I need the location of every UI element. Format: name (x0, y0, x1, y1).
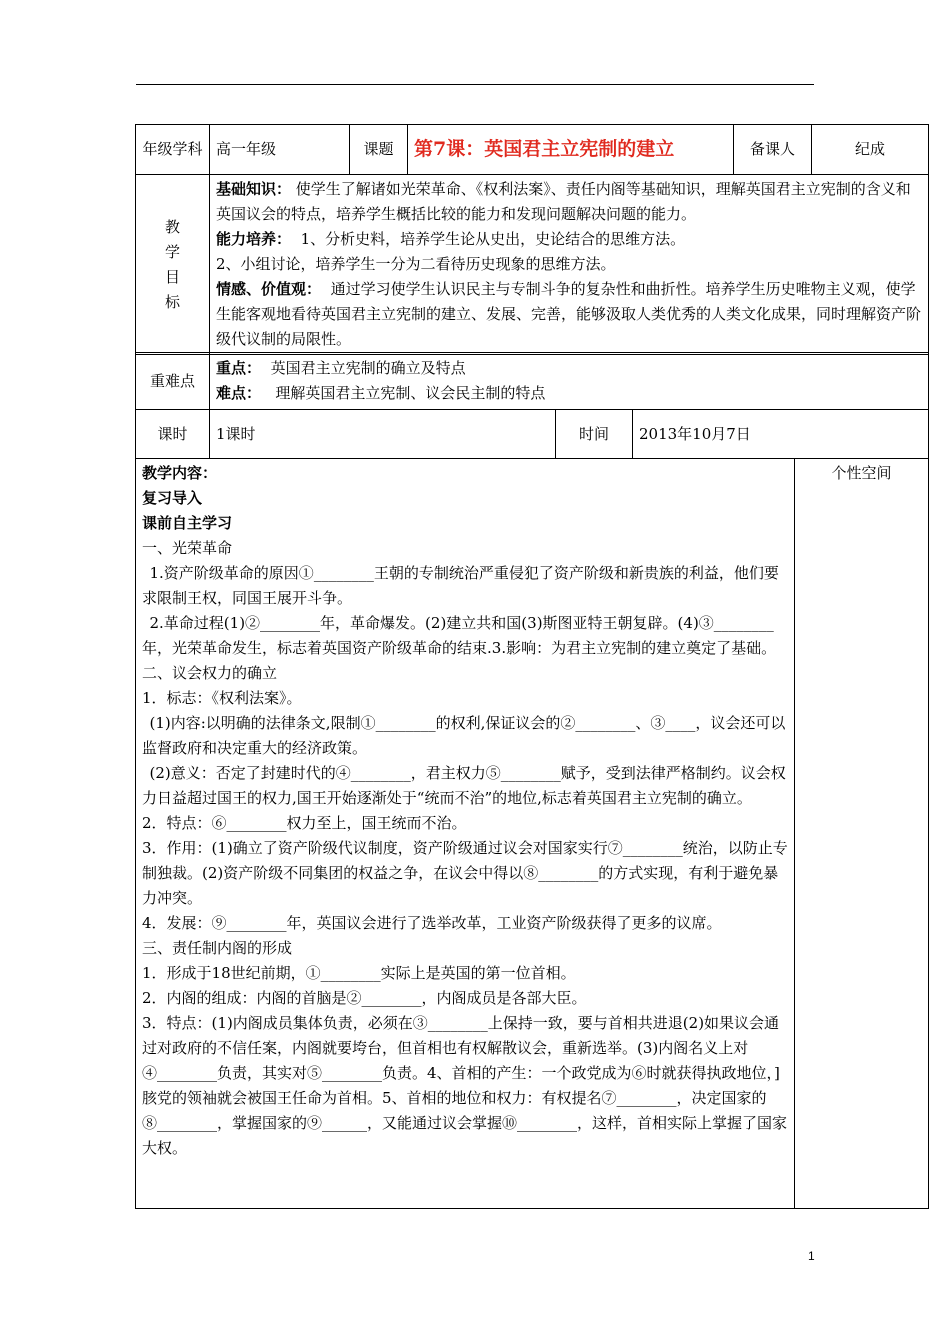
paragraph: 2．特点：⑥________权力至上，国王统而不治。 (142, 814, 467, 832)
objectives-label-char: 教 (164, 217, 180, 236)
ability (216, 227, 922, 252)
content-table (135, 458, 929, 1209)
header-rule (136, 84, 814, 85)
basic-knowledge (216, 177, 922, 227)
ability-2: 2、小组讨论，培养学生一分为二看待历史现象的思维方法。 (216, 255, 616, 273)
key-title: 重点： (216, 359, 262, 377)
time-label: 时间 (556, 410, 633, 459)
personal-space: 个性空间 (795, 459, 929, 1209)
time-value: 2013年10月7日 (633, 410, 929, 459)
ability-text: 1、分析史料，培养学生论从史出，史论结合的思维方法。 (300, 230, 686, 248)
page-number: 1 (808, 1249, 815, 1263)
preparer-value: 纪成 (812, 125, 929, 175)
objectives-label (136, 175, 210, 355)
preparer-label: 备课人 (734, 125, 812, 175)
heading-review: 复习导入 (142, 489, 203, 507)
difficult-title: 难点： (216, 384, 262, 402)
header-table (135, 124, 929, 175)
paragraph: 2.革命过程(1)②________年，革命爆发。(2)建立共和国(3)斯图亚特王朝复辟。(4)③________年，光荣革命发生，标志着英国资产阶级革命的结束.3.影响：为君主立宪制的建立奠定了基础。 (142, 614, 777, 657)
key-points-body (210, 353, 929, 410)
grade-value: 高一年级 (210, 125, 350, 175)
key-point (216, 356, 922, 381)
paragraph: 3．作用：(1)确立了资产阶级代议制度，资产阶级通过议会对国家实行⑦________统治，以防止专制独裁。(2)资产阶级不同集团的权益之争，在议会中得以⑧________的方式实现，有利于避免暴力冲突。 (142, 839, 788, 907)
key-points-label: 重难点 (136, 353, 210, 410)
basic-title: 基础知识： (216, 180, 292, 198)
objectives-table (135, 174, 929, 355)
paragraph: 1．形成于18世纪前期，①________实际上是英国的第一位首相。 (142, 964, 576, 982)
section-title: 二、议会权力的确立 (142, 664, 278, 682)
key-text: 英国君主立宪制的确立及特点 (270, 359, 466, 377)
hours-label: 课时 (136, 410, 210, 459)
objectives-label-char: 目 (164, 267, 180, 286)
basic-text: 使学生了解诸如光荣革命、《权利法案》、责任内阁等基础知识，理解英国君主立宪制的含义和英国议会的特点，培养学生概括比较的能力和发现问题解决问题的能力。 (216, 180, 911, 223)
section-title: 三、责任制内阁的形成 (142, 939, 293, 957)
heading-teaching: 教学内容： (142, 464, 218, 482)
difficult-text: 理解英国君主立宪制、议会民主制的特点 (275, 384, 546, 402)
paragraph: 1．标志：《权利法案》。 (142, 689, 302, 707)
paragraph: 3．特点：(1)内阁成员集体负责，必须在③________上保持一致，要与首相共进退(2)如果议会通过对政府的不信任案，内阁就要垮台，但首相也有权解散议会，重新选举。(3)内阁名义上对④________负责，其实对⑤________负责。4、首相的产生：一个政党成为⑥时就获得执政地位，]胲党的领袖就会被国王任命为首相。5、首相的地位和权力：有权提名⑦________，决定国家的⑧________，掌握国家的⑨______，又能通过议会掌握⑩________，这样，首相实际上掌握了国家大权。 (142, 1014, 788, 1157)
topic-label: 课题 (350, 125, 408, 175)
paragraph: 2．内阁的组成：内阁的首脑是②________，内阁成员是各部大臣。 (142, 989, 587, 1007)
content-body (136, 459, 795, 1209)
emotion-title: 情感、价值观： (216, 280, 322, 298)
emotion (216, 277, 922, 352)
paragraph: 4．发展：⑨________年，英国议会进行了选举改革，工业资产阶级获得了更多的议席。 (142, 914, 722, 932)
ability-title: 能力培养： (216, 230, 292, 248)
difficult-point (216, 381, 922, 406)
schedule-table (135, 409, 929, 459)
grade-label: 年级学科 (136, 125, 210, 175)
lesson-title: 第7课：英国君主立宪制的建立 (408, 125, 734, 175)
paragraph: 1.资产阶级革命的原因①________王朝的专制统治严重侵犯了资产阶级和新贵族的利益，他们要求限制王权，同国王展开斗争。 (142, 564, 779, 607)
key-points-table (135, 352, 929, 410)
paragraph: (1)内容:以明确的法律条文,限制①________的权利,保证议会的②________、③____，议会还可以监督政府和决定重大的经济政策。 (142, 714, 786, 757)
section-title: 一、光荣革命 (142, 539, 233, 557)
objectives-label-char: 标 (164, 292, 180, 311)
heading-self-study: 课前自主学习 (142, 514, 233, 532)
objectives-body (210, 175, 929, 355)
objectives-label-char: 学 (164, 242, 180, 261)
emotion-text: 通过学习使学生认识民主与专制斗争的复杂性和曲折性。培养学生历史唯物主义观，使学生能客观地看待英国君主立宪制的建立、发展、完善，能够汲取人类优秀的人类文化成果，同时理解资产阶级代议制的局限性。 (216, 280, 922, 348)
paragraph: (2)意义：否定了封建时代的④________，君主权力⑤________赋予，受到法律严格制约。议会权力日益超过国王的权力,国王开始逐渐处于“统而不治”的地位,标志着英国君主立宪制的确立。 (142, 764, 786, 807)
hours-value: 1课时 (210, 410, 556, 459)
